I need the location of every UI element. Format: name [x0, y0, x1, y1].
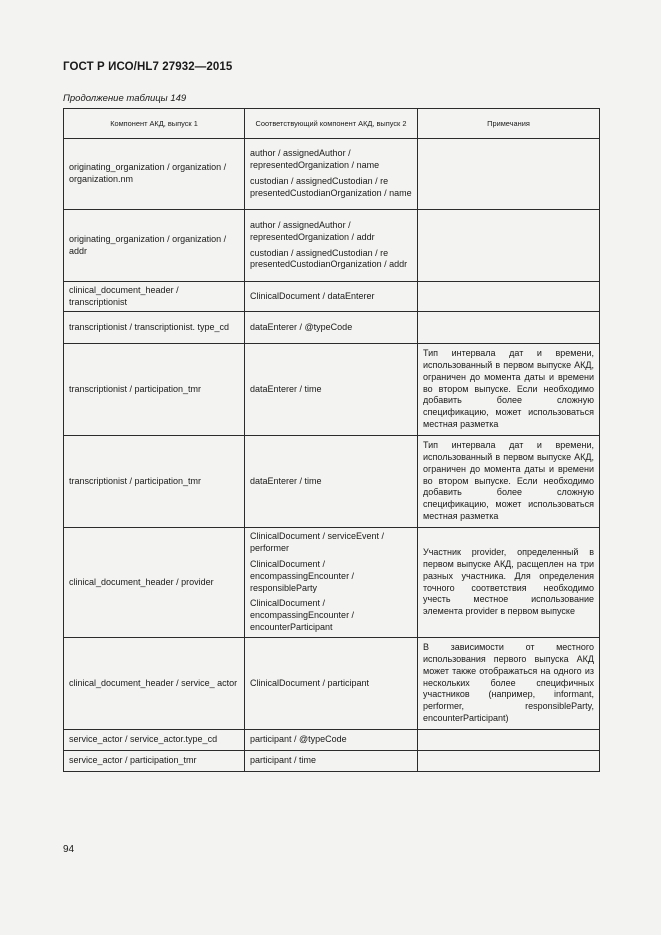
- mapping-line: ClinicalDocument / encompassingEncounter / responsibleParty: [250, 558, 355, 593]
- mapping-line: ClinicalDocument / encompassingEncounter / encounterParticipant: [250, 598, 355, 633]
- mapping-line: ClinicalDocument / serviceEvent / performer: [250, 530, 385, 553]
- release1-component: clinical_document_header / service_ actor: [64, 638, 245, 730]
- release1-component: service_actor / participation_tmr: [64, 751, 245, 772]
- note-cell: Участник provider, определенный в первом выпуске АКД, расщеплен на три разных участника. Для определения точного соответствия необходимо учесть местное использование элемента provider в первом выпуске: [418, 528, 600, 638]
- mapping-line: custodian / assignedCustodian / re presentedCustodianOrganization / addr: [250, 247, 408, 270]
- note-cell: [418, 210, 600, 282]
- release1-component: transcriptionist / participation_tmr: [64, 344, 245, 436]
- release2-component: [245, 139, 418, 210]
- table-row: [64, 638, 600, 730]
- release2-component: dataEnterer / @typeCode: [245, 312, 418, 344]
- table-header-row: [64, 109, 600, 139]
- release2-component: dataEnterer / time: [245, 436, 418, 528]
- column-header: Компонент АКД, выпуск 1: [64, 109, 245, 139]
- table-row: [64, 751, 600, 772]
- note-cell: Тип интервала дат и времени, использованный в первом выпуске АКД, ограничен до момента даты и времени во втором выпуске. Если необходимо добавить более сложную спецификацию, может использоваться местная разметка: [418, 436, 600, 528]
- table-caption: Продолжение таблицы 149: [63, 93, 187, 104]
- release2-component: participant / time: [245, 751, 418, 772]
- page-number: 94: [63, 844, 75, 855]
- note-cell: [418, 312, 600, 344]
- note-cell: [418, 751, 600, 772]
- mapping-line: custodian / assignedCustodian / re presentedCustodianOrganization / name: [250, 176, 412, 198]
- mapping-line: author / assignedAuthor / representedOrganization / addr: [250, 219, 375, 242]
- note-cell: [418, 282, 600, 312]
- column-header: Примечания: [418, 109, 600, 139]
- table-row: [64, 210, 600, 282]
- mapping-table: [63, 108, 600, 772]
- table-row: [64, 282, 600, 312]
- release1-component: originating_organization / organization / organization.nm: [64, 139, 245, 210]
- table-row: [64, 528, 600, 638]
- release2-component: [245, 210, 418, 282]
- table-row: [64, 730, 600, 751]
- release1-component: clinical_document_header / provider: [64, 528, 245, 638]
- release1-component: service_actor / service_actor.type_cd: [64, 730, 245, 751]
- release2-component: ClinicalDocument / participant: [245, 638, 418, 730]
- release2-component: ClinicalDocument / dataEnterer: [245, 282, 418, 312]
- column-header: Соответствующий компонент АКД, выпуск 2: [245, 109, 418, 139]
- table-row: [64, 436, 600, 528]
- release1-component: originating_organization / organization / addr: [64, 210, 245, 282]
- release2-component: [245, 528, 418, 638]
- release1-component: clinical_document_header / transcriptionist: [64, 282, 245, 312]
- note-cell: В зависимости от местного использования первого выпуска АКД может также отображаться на одного из нескольких более специфичных участников (например, informant, performer, responsibleParty, encounterParticipant): [418, 638, 600, 730]
- note-cell: [418, 730, 600, 751]
- table-row: [64, 344, 600, 436]
- document-header: ГОСТ Р ИСО/HL7 27932—2015: [63, 61, 233, 73]
- mapping-line: author / assignedAuthor / representedOrganization / name: [250, 148, 380, 171]
- release1-component: transcriptionist / participation_tmr: [64, 436, 245, 528]
- note-cell: Тип интервала дат и времени, использованный в первом выпуске АКД, ограничен до момента даты и времени во втором выпуске. Если необходимо добавить более сложную спецификацию, может использоваться местная разметка: [418, 344, 600, 436]
- note-cell: [418, 139, 600, 210]
- release2-component: participant / @typeCode: [245, 730, 418, 751]
- release1-component: transcriptionist / transcriptionist. type_cd: [64, 312, 245, 344]
- table-row: [64, 312, 600, 344]
- release2-component: dataEnterer / time: [245, 344, 418, 436]
- table-row: [64, 139, 600, 210]
